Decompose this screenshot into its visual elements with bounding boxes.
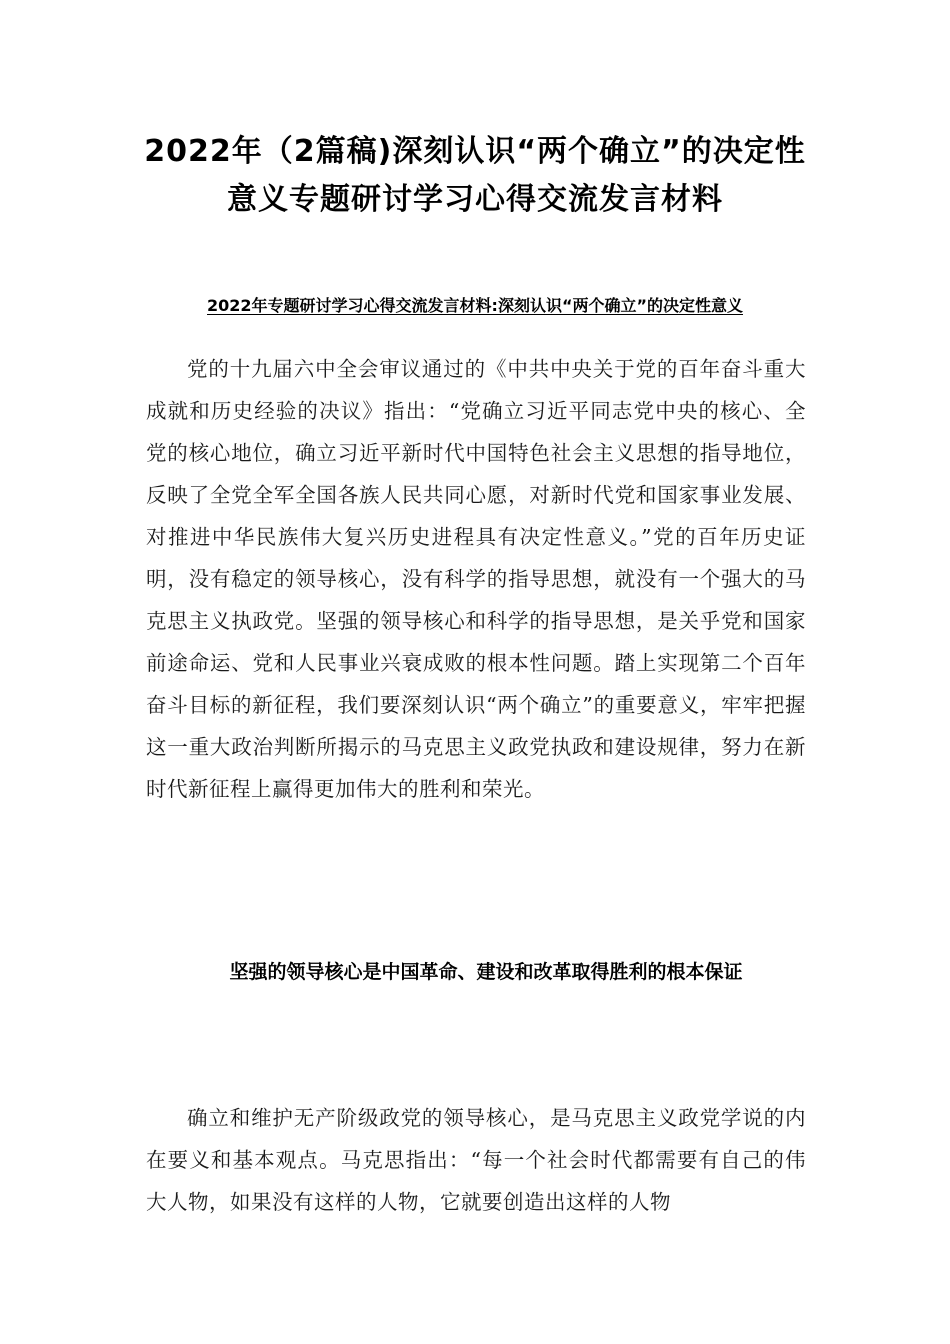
section-heading: 坚强的领导核心是中国革命、建设和改革取得胜利的根本保证 — [229, 961, 743, 983]
document-subtitle: 2022年专题研讨学习心得交流发言材料:深刻认识“两个确立”的决定性意义 — [207, 296, 743, 315]
section-paragraph: 确立和维护无产阶级政党的领导核心，是马克思主义政党学说的内在要义和基本观点。马克思指出：“每一个社会时代都需要有自己的伟大人物，如果没有这样的人物，它就要创造出这样的人物 — [146, 1105, 806, 1214]
document-title: 2022年（2篇稿)深刻认识“两个确立”的决定性意义专题研讨学习心得交流发言材料 — [144, 134, 806, 217]
body-paragraph: 党的十九届六中全会审议通过的《中共中央关于党的百年奋斗重大成就和历史经验的决议》指出：“党确立习近平同志党中央的核心、全党的核心地位，确立习近平新时代中国特色社会主义思想的指导地位，反映了全党全军全国各族人民共同心愿，对新时代党和国家事业发展、对推进中华民族伟大复兴历史进程具有决定性意义。”党的百年历史证明，没有稳定的领导核心，没有科学的指导思想，就没有一个强大的马克思主义执政党。坚强的领导核心和科学的指导思想，是关乎党和国家前途命运、党和人民事业兴衰成败的根本性问题。踏上实现第二个百年奋斗目标的新征程，我们要深刻认识“两个确立”的重要意义，牢牢把握这一重大政治判断所揭示的马克思主义政党执政和建设规律，努力在新时代新征程上赢得更加伟大的胜利和荣光。 — [146, 356, 806, 801]
